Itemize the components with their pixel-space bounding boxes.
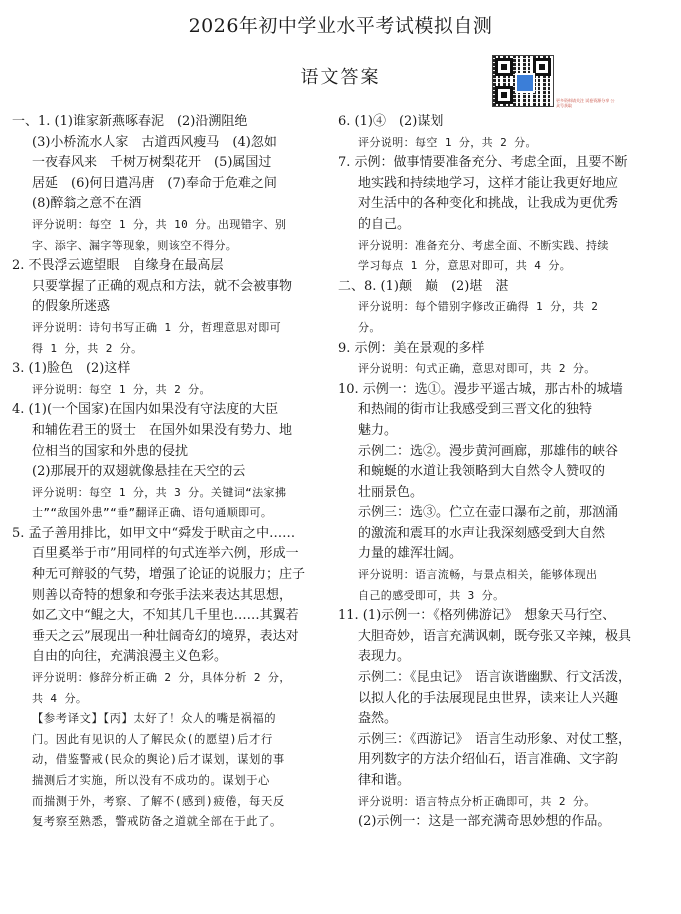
answer-line-q5d: 则善以奇特的想象和夸张手法来表达其思想， [32,587,293,603]
answer-line-q1e: (8)醉翁之意不在酒 [32,196,142,212]
answer-line-q11e: 以拟人化的手法展现昆虫世界，读来让人兴趣 [358,690,619,706]
answer-line-q5a: 5. 孟子善用排比，如甲文中“舜发于畎亩之中…… [12,525,296,541]
answer-line-q11b: 大胆奇妙，语言充满讽刺，既夸张又辛辣，极具 [358,628,632,644]
answer-line-t5: 而揣测于外，考察、了解不(感到)疲倦，每天反 [32,794,285,808]
answer-line-t4: 揣测后才实施，所以没有不成功的。谋划于心 [32,774,270,787]
answer-line-q2b: 只要掌握了正确的观点和方法，就不会被事物 [32,278,293,294]
answer-line-q4d: (2)那展开的双翅就像悬挂在天空的云 [32,464,246,480]
answer-line-q1c: 一夜春风来 千树万树梨花开 (5)属国过 [32,155,272,171]
answer-line-q10h: 的激流和震耳的水声让我深刻感受到大自然 [358,525,606,541]
answer-line-q6n: 评分说明：每空 1 分，共 2 分。 [358,135,537,149]
page-subtitle: 语文答案 [300,67,381,88]
answer-line-q10d: 示例二：选②。漫步黄河画廊，那雄伟的峡谷 [358,443,619,459]
answer-line-q8a: 二、8. (1)颠 巅 (2)堪 湛 [338,278,509,294]
answer-line-q11i: 律和谐。 [358,773,411,788]
answer-line-q4a: 4. (1)(一个国家)在国内如果没有守法度的大臣 [12,402,279,418]
answer-line-q9a: 9. 示例：美在景观的多样 [338,340,485,356]
answer-line-q7n2: 学习每点 1 分，意思对即可，共 4 分。 [358,259,572,273]
answer-line-q7b: 地实践和持续地学习，这样才能让我更好地应 [358,175,619,191]
answer-line-q1b: (3)小桥流水人家 古道西风瘦马 (4)忽如 [32,134,277,150]
answer-line-q10f: 壮丽景色。 [358,484,424,500]
answer-line-q11g: 示例三：《西游记》 语言生动形象、对仗工整， [358,731,632,747]
answer-line-q1n1: 评分说明：每空 1 分，共 10 分。出现错字、别 [32,217,287,231]
answer-line-q2a: 2. 不畏浮云遮望眼 自缘身在最高层 [12,258,224,274]
answer-line-q7d: 的自己。 [358,216,411,232]
answer-line-q1n2: 字、添字、漏字等现象，则该空不得分。 [32,238,238,252]
answer-line-q8n1: 评分说明：每个错别字修改正确得 1 分，共 2 [358,300,599,314]
answer-line-q10i: 力量的雄浑壮阔。 [358,546,463,562]
answer-line-q4c: 位相当的国家和外患的侵扰 [32,443,189,459]
answer-line-q10n2: 自己的感受即可，共 3 分。 [358,588,505,602]
answer-line-t1: 【参考译文】【丙】太好了！众人的嘴是祸福的 [32,712,277,726]
answer-line-q2n1: 评分说明：诗句书写正确 1 分，哲理意思对即可 [32,320,282,334]
answer-line-q1d: 居延 (6)何日遣冯唐 (7)奉命于危难之间 [32,175,277,191]
answer-line-q11n: 评分说明：语言特点分析正确即可，共 2 分。 [358,794,596,808]
answer-line-q4n2: 士”“敌国外患”“垂”翻译正确、语句通顺即可。 [32,506,273,520]
qr-code-icon [492,55,554,107]
answer-line-q4b: 和辅佐君王的贤士 在国外如果没有势力、地 [32,422,293,438]
page-title: 2026年初中学业水平考试模拟自测 [188,15,493,37]
answer-line-q6a: 6. (1)④ (2)谋划 [338,114,444,129]
answer-line-q11d: 示例二：《昆虫记》 语言诙谐幽默、行文活泼， [358,670,632,686]
answer-line-q5c: 种无可辩驳的气势，增强了论证的说服力；庄子 [32,567,306,583]
answer-line-q7c: 对生活中的各种变化和挑战，让我成为更优秀 [358,196,619,212]
answer-line-q8n2: 分。 [358,320,381,334]
answer-line-q10c: 魅力。 [358,422,398,438]
answer-line-q2n2: 得 1 分，共 2 分。 [32,341,143,355]
answer-line-q10g: 示例三：选③。伫立在壶口瀑布之前，那汹涌 [358,505,619,521]
answer-line-q4n1: 评分说明：每空 1 分，共 3 分。关键词“法家拂 [32,485,287,499]
answer-line-q5g: 自由的向往，充满浪漫主义色彩。 [32,649,228,665]
answer-line-q5b: 百里奚举于市”用同样的句式连举六例，形成一 [32,546,299,562]
answer-line-q10a: 10. 示例一：选①。漫步平遥古城，那古朴的城墙 [338,381,623,397]
answer-line-t3: 动，借鉴警戒(民众的舆论)后才谋划，谋划的事 [32,753,285,767]
answer-line-q11j: (2)示例一：这是一部充满奇思妙想的作品。 [358,814,611,830]
answer-line-q10e: 和蜿蜒的水道让我领略到大自然令人赞叹的 [358,464,606,480]
answer-column-left [12,112,328,833]
answer-line-q7n1: 评分说明：准备充分、考虑全面、不断实践、持续 [358,238,609,252]
answer-line-q3n: 评分说明：每空 1 分，共 2 分。 [32,382,211,396]
answer-line-q1a: 一、1. (1)谁家新燕啄春泥 (2)沿溯阻绝 [12,114,248,129]
qr-caption: 更多资料请关注 试卷资源分享 公众号获取 [556,98,615,108]
answer-line-q2c: 的假象所迷惑 [32,299,111,315]
answer-line-q11f: 盎然。 [358,711,398,727]
answer-line-q7a: 7. 示例：做事情要准备充分、考虑全面，且要不断 [338,155,628,171]
answer-line-q10b: 和热闹的街市让我感受到三晋文化的独特 [358,402,593,418]
answer-line-q5f: 垂天之云”展现出一种壮阔奇幻的境界，表达对 [32,628,299,644]
answer-line-q11c: 表现力。 [358,649,411,665]
answer-line-q5e: 如乙文中“鲲之大，不知其几千里也……其翼若 [32,608,299,624]
answer-line-q3a: 3. (1)脸色 (2)这样 [12,361,131,377]
answer-line-q5n1: 评分说明：修辞分析正确 2 分，具体分析 2 分， [32,671,291,685]
answer-line-t6: 复考察至熟悉，警戒防备之道就全部在于此了。 [32,815,282,829]
answer-line-q10n1: 评分说明：语言流畅，与景点相关，能够体现出 [358,568,598,582]
answer-line-q9n: 评分说明：句式正确，意思对即可，共 2 分。 [358,362,596,376]
answer-line-q5n2: 共 4 分。 [32,691,88,705]
answer-line-q11a: 11. (1)示例一：《格列佛游记》 想象天马行空、 [338,608,616,624]
answer-line-t2: 门。因此有见识的人了解民众(的愿望)后才行 [32,732,273,746]
answer-line-q11h: 用列数字的方法介绍仙石，语言准确、文字韵 [358,752,619,768]
answer-column-right [338,112,672,833]
